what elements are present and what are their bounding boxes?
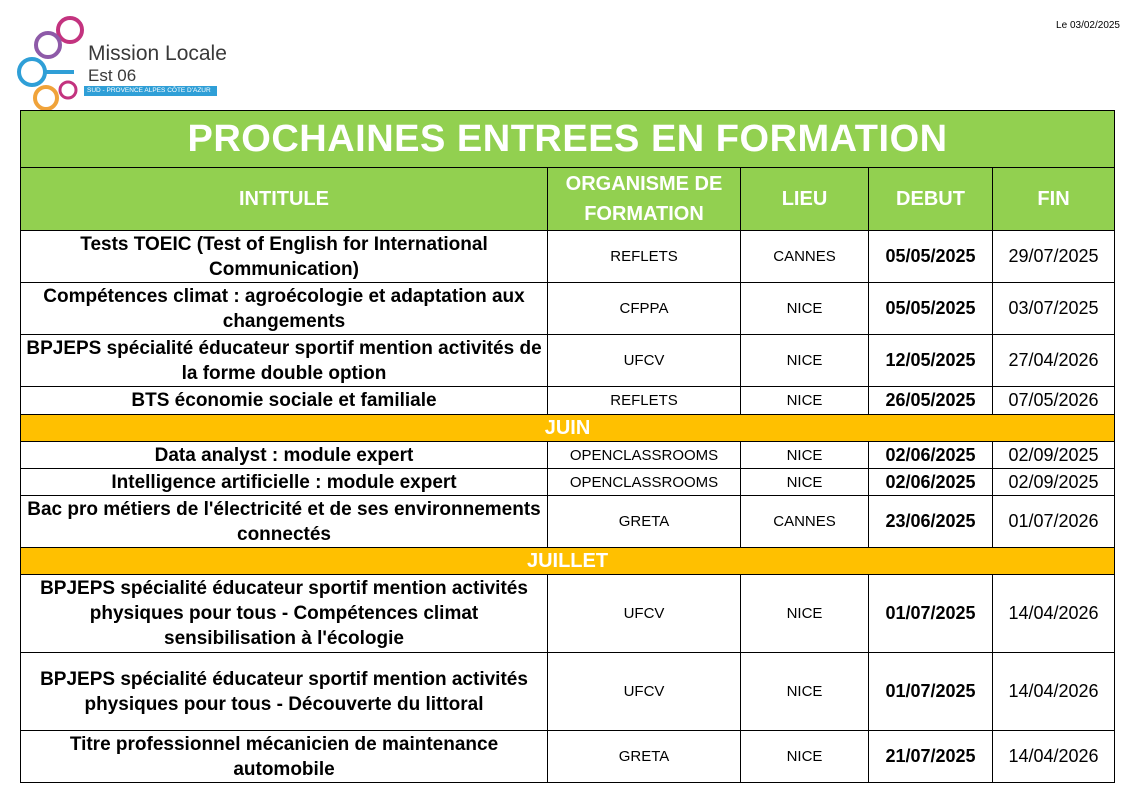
cell-organisme: UFCV (548, 575, 741, 653)
cell-organisme: REFLETS (548, 387, 741, 415)
cell-organisme: OPENCLASSROOMS (548, 442, 741, 469)
cell-fin: 02/09/2025 (993, 442, 1115, 469)
table-row (21, 442, 1115, 469)
table-row (21, 387, 1115, 415)
cell-lieu: NICE (741, 653, 869, 731)
table-row (21, 575, 1115, 653)
cell-organisme: UFCV (548, 653, 741, 731)
cell-fin: 27/04/2026 (993, 335, 1115, 387)
cell-intitule: Titre professionnel mécanicien de maintenance automobile (21, 731, 548, 783)
cell-intitule: BPJEPS spécialité éducateur sportif mention activités physiques pour tous - Découverte du littoral (21, 653, 548, 731)
column-header-row (21, 168, 1115, 231)
cell-debut: 23/06/2025 (869, 496, 993, 548)
column-header-organisme: ORGANISME DE FORMATION (548, 168, 741, 231)
cell-organisme: REFLETS (548, 231, 741, 283)
column-header-lieu: LIEU (741, 168, 869, 231)
cell-intitule: BPJEPS spécialité éducateur sportif mention activités de la forme double option (21, 335, 548, 387)
formations-table (20, 110, 1115, 783)
month-label: JUILLET (21, 548, 1115, 575)
cell-debut: 01/07/2025 (869, 653, 993, 731)
table-row (21, 283, 1115, 335)
table-row (21, 469, 1115, 496)
table-row (21, 335, 1115, 387)
cell-lieu: NICE (741, 387, 869, 415)
cell-fin: 03/07/2025 (993, 283, 1115, 335)
month-separator-row (21, 548, 1115, 575)
cell-lieu: NICE (741, 731, 869, 783)
table-title: PROCHAINES ENTREES EN FORMATION (21, 111, 1115, 168)
cell-fin: 01/07/2026 (993, 496, 1115, 548)
cell-lieu: NICE (741, 335, 869, 387)
cell-lieu: NICE (741, 442, 869, 469)
table-row (21, 653, 1115, 731)
cell-lieu: CANNES (741, 496, 869, 548)
cell-lieu: NICE (741, 575, 869, 653)
cell-lieu: NICE (741, 469, 869, 496)
cell-intitule: BPJEPS spécialité éducateur sportif mention activités physiques pour tous - Compétences climat sensibilisation à l'écologie (21, 575, 548, 653)
cell-fin: 29/07/2025 (993, 231, 1115, 283)
cell-fin: 14/04/2026 (993, 575, 1115, 653)
cell-organisme: OPENCLASSROOMS (548, 469, 741, 496)
cell-debut: 12/05/2025 (869, 335, 993, 387)
cell-organisme: CFPPA (548, 283, 741, 335)
table-row (21, 731, 1115, 783)
logo-title: Mission Locale (88, 42, 227, 65)
cell-intitule: Bac pro métiers de l'électricité et de ses environnements connectés (21, 496, 548, 548)
cell-intitule: Data analyst : module expert (21, 442, 548, 469)
cell-fin: 02/09/2025 (993, 469, 1115, 496)
cell-fin: 14/04/2026 (993, 653, 1115, 731)
logo-subtitle: Est 06 (88, 66, 137, 85)
cell-fin: 14/04/2026 (993, 731, 1115, 783)
cell-debut: 26/05/2025 (869, 387, 993, 415)
cell-organisme: GRETA (548, 731, 741, 783)
cell-intitule: Intelligence artificielle : module expert (21, 469, 548, 496)
column-header-debut: DEBUT (869, 168, 993, 231)
column-header-intitule: INTITULE (21, 168, 548, 231)
cell-intitule: BTS économie sociale et familiale (21, 387, 548, 415)
cell-fin: 07/05/2026 (993, 387, 1115, 415)
logo-region-band: SUD - PROVENCE ALPES CÔTE D'AZUR (84, 86, 217, 96)
month-label: JUIN (21, 415, 1115, 442)
cell-debut: 01/07/2025 (869, 575, 993, 653)
cell-debut: 05/05/2025 (869, 231, 993, 283)
document-date: Le 03/02/2025 (1056, 20, 1120, 31)
table-row (21, 496, 1115, 548)
month-separator-row (21, 415, 1115, 442)
cell-debut: 02/06/2025 (869, 442, 993, 469)
cell-debut: 02/06/2025 (869, 469, 993, 496)
cell-debut: 05/05/2025 (869, 283, 993, 335)
cell-lieu: CANNES (741, 231, 869, 283)
cell-lieu: NICE (741, 283, 869, 335)
cell-intitule: Tests TOEIC (Test of English for International Communication) (21, 231, 548, 283)
cell-intitule: Compétences climat : agroécologie et adaptation aux changements (21, 283, 548, 335)
column-header-fin: FIN (993, 168, 1115, 231)
cell-organisme: UFCV (548, 335, 741, 387)
cell-organisme: GRETA (548, 496, 741, 548)
logo-circles-icon (12, 12, 92, 112)
table-row (21, 231, 1115, 283)
mission-locale-logo (12, 12, 232, 112)
cell-debut: 21/07/2025 (869, 731, 993, 783)
